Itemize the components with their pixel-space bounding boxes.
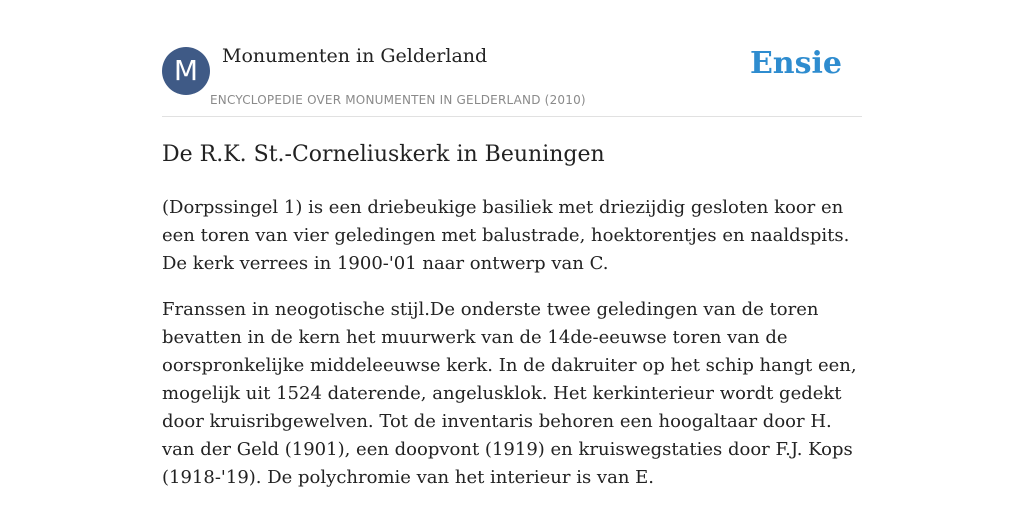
article	[162, 140, 862, 492]
site-subtitle: ENCYCLOPEDIE OVER MONUMENTEN IN GELDERLAND (2010)	[210, 93, 586, 107]
article-paragraph-1: (Dorpssingel 1) is een driebeukige basiliek met driezijdig gesloten koor en een toren van vier geledingen met balustrade, hoektorentjes en naaldspits. De kerk verrees in 1900-'01 naar ontwerp van C.	[162, 197, 850, 274]
avatar[interactable]: M	[162, 47, 210, 95]
site-title[interactable]: Monumenten in Gelderland	[222, 45, 488, 67]
article-title: De R.K. St.-Corneliuskerk in Beuningen	[162, 142, 605, 167]
article-paragraph-2: Franssen in neogotische stijl.De onderste twee geledingen van de toren bevatten in de kern het muurwerk van de 14de-eeuwse toren van de oorspronkelijke middeleeuwse kerk. In de dakruiter op het schip hangt een, mogelijk uit 1524 daterende, angelusklok. Het kerkinterieur wordt gedekt door kruisribgewelven. Tot de inventaris behoren een hoogaltaar door H. van der Geld (1901), een doopvont (1919) en kruiswegstaties door F.J. Kops (1918-'19). De polychromie van het interieur is van E.	[162, 299, 857, 488]
header	[162, 0, 862, 117]
brand-logo[interactable]: Ensie	[749, 46, 842, 81]
